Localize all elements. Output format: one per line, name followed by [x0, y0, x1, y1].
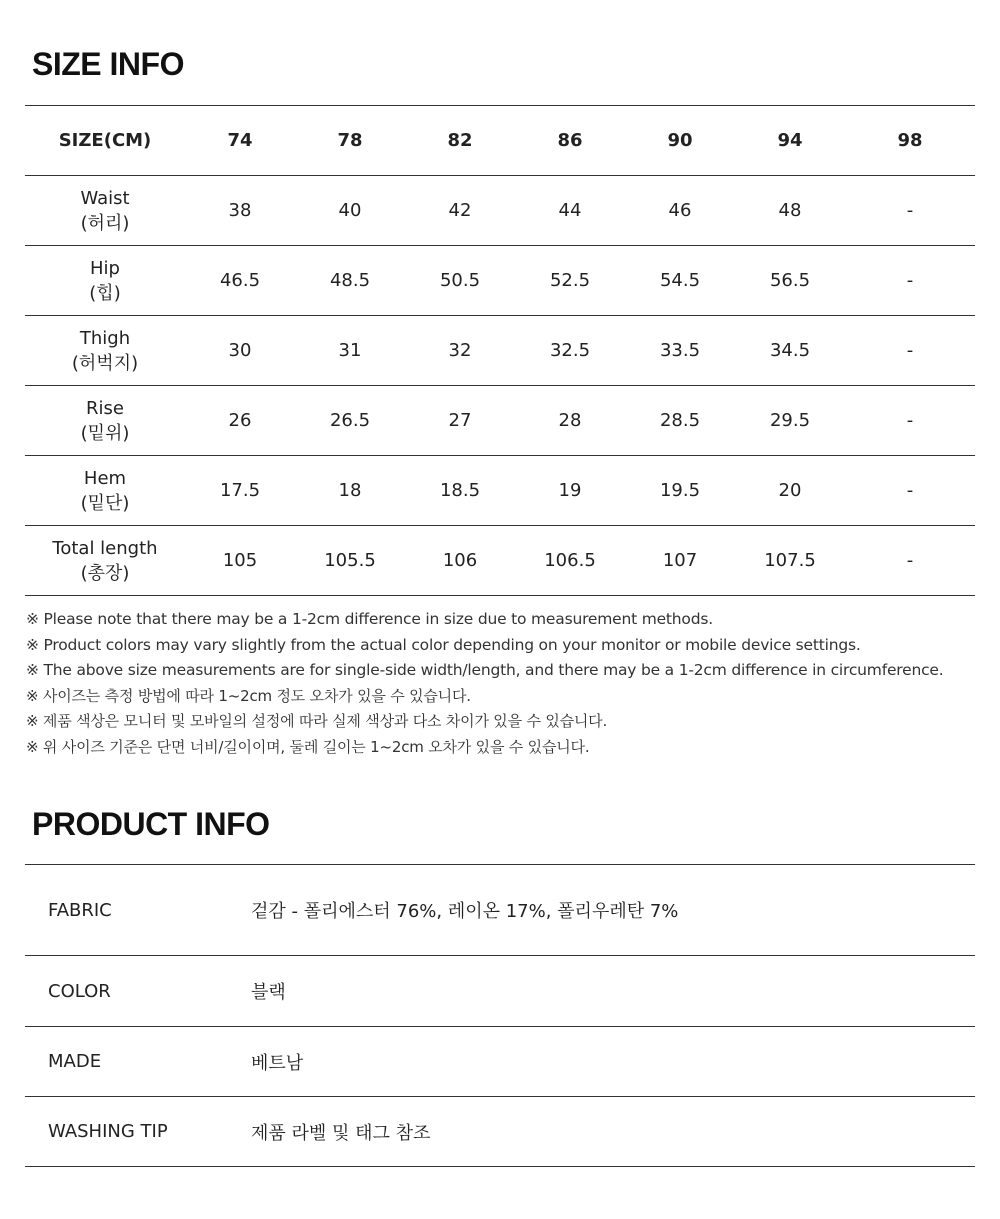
size-header-row	[25, 106, 975, 176]
measurement-name: Waist	[80, 187, 130, 209]
size-row	[25, 176, 975, 246]
measurement-value: 19.5	[625, 456, 735, 526]
measurement-name: Rise	[86, 397, 124, 419]
product-value: 블랙	[251, 956, 975, 1027]
product-info-table	[25, 864, 975, 1167]
size-table-body	[25, 176, 975, 596]
measurement-label	[25, 176, 185, 246]
measurement-value: -	[845, 246, 975, 316]
measurement-value: 34.5	[735, 316, 845, 386]
product-key: MADE	[25, 1027, 251, 1097]
size-column-header: 74	[185, 106, 295, 176]
product-info-title: PRODUCT INFO	[32, 806, 270, 842]
measurement-value: 26.5	[295, 386, 405, 456]
note-ko: ※ 사이즈는 측정 방법에 따라 1~2cm 정도 오차가 있을 수 있습니다.	[26, 686, 471, 705]
measurement-value: 27	[405, 386, 515, 456]
measurement-value: 48.5	[295, 246, 405, 316]
product-key: FABRIC	[25, 865, 251, 956]
size-table	[25, 105, 975, 596]
measurement-name: Thigh	[79, 327, 131, 349]
measurement-value: -	[845, 316, 975, 386]
size-column-header: 90	[625, 106, 735, 176]
measurement-name-ko: (허벅지)	[71, 352, 139, 374]
measurement-value: 48	[735, 176, 845, 246]
size-row	[25, 456, 975, 526]
measurement-value: 106	[405, 526, 515, 596]
measurement-name: Hem	[83, 467, 127, 489]
measurement-value: 19	[515, 456, 625, 526]
measurement-name-ko: (허리)	[80, 212, 130, 234]
measurement-label	[25, 526, 185, 596]
product-row-washing-tip	[25, 1097, 975, 1167]
measurement-value: 52.5	[515, 246, 625, 316]
product-value: 겉감 - 폴리에스터 76%, 레이온 17%, 폴리우레탄 7%	[251, 865, 975, 956]
measurement-value: 32	[405, 316, 515, 386]
measurement-value: 28	[515, 386, 625, 456]
measurement-value: 107	[625, 526, 735, 596]
measurement-value: 38	[185, 176, 295, 246]
product-row-fabric	[25, 865, 975, 956]
measurement-value: 107.5	[735, 526, 845, 596]
measurement-value: -	[845, 456, 975, 526]
measurement-value: 50.5	[405, 246, 515, 316]
measurement-name-ko: (총장)	[80, 562, 130, 584]
product-key: COLOR	[25, 956, 251, 1027]
note-en: ※ Product colors may vary slightly from the actual color depending on your monitor or mobile device settings.	[26, 635, 861, 654]
product-row-made	[25, 1027, 975, 1097]
measurement-name-ko: (밑위)	[80, 422, 130, 444]
product-row-color	[25, 956, 975, 1027]
measurement-value: 33.5	[625, 316, 735, 386]
measurement-value: 56.5	[735, 246, 845, 316]
measurement-name: Total length	[52, 537, 158, 559]
measurement-value: 32.5	[515, 316, 625, 386]
measurement-value: 17.5	[185, 456, 295, 526]
measurement-value: -	[845, 386, 975, 456]
measurement-value: -	[845, 526, 975, 596]
measurement-name-ko: (힙)	[89, 282, 121, 304]
measurement-value: 105	[185, 526, 295, 596]
measurement-value: 26	[185, 386, 295, 456]
measurement-name: Hip	[90, 257, 120, 279]
measurement-value: 46	[625, 176, 735, 246]
measurement-value: 46.5	[185, 246, 295, 316]
measurement-label	[25, 386, 185, 456]
note-en: ※ The above size measurements are for single-side width/length, and there may be a 1-2cm difference in circumference.	[26, 661, 944, 679]
size-column-header: 94	[735, 106, 845, 176]
measurement-value: 20	[735, 456, 845, 526]
measurement-label	[25, 456, 185, 526]
size-column-header: 78	[295, 106, 405, 176]
measurement-value: 31	[295, 316, 405, 386]
size-column-header: 82	[405, 106, 515, 176]
measurement-value: 18	[295, 456, 405, 526]
measurement-value: 18.5	[405, 456, 515, 526]
measurement-value: 28.5	[625, 386, 735, 456]
size-row	[25, 526, 975, 596]
product-value: 제품 라벨 및 태그 참조	[251, 1097, 975, 1167]
size-column-header: 86	[515, 106, 625, 176]
measurement-value: 106.5	[515, 526, 625, 596]
product-key: WASHING TIP	[25, 1097, 251, 1167]
measurement-value: 29.5	[735, 386, 845, 456]
note-en: ※ Please note that there may be a 1-2cm difference in size due to measurement methods.	[26, 610, 713, 628]
product-value: 베트남	[251, 1027, 975, 1097]
size-row	[25, 386, 975, 456]
measurement-value: 42	[405, 176, 515, 246]
measurement-label	[25, 246, 185, 316]
size-info-title: SIZE INFO	[32, 46, 184, 82]
size-row	[25, 316, 975, 386]
size-notes	[26, 607, 986, 760]
measurement-value: 44	[515, 176, 625, 246]
note-ko: ※ 위 사이즈 기준은 단면 너비/길이이며, 둘레 길이는 1~2cm 오차가 있을 수 있습니다.	[26, 737, 590, 756]
measurement-value: 40	[295, 176, 405, 246]
measurement-value: 105.5	[295, 526, 405, 596]
size-row	[25, 246, 975, 316]
size-column-header: 98	[845, 106, 975, 176]
measurement-label	[25, 316, 185, 386]
size-header-label: SIZE(CM)	[25, 106, 185, 176]
note-ko: ※ 제품 색상은 모니터 및 모바일의 설정에 따라 실제 색상과 다소 차이가 있을 수 있습니다.	[26, 712, 608, 730]
measurement-name-ko: (밑단)	[80, 492, 130, 514]
measurement-value: -	[845, 176, 975, 246]
measurement-value: 54.5	[625, 246, 735, 316]
measurement-value: 30	[185, 316, 295, 386]
